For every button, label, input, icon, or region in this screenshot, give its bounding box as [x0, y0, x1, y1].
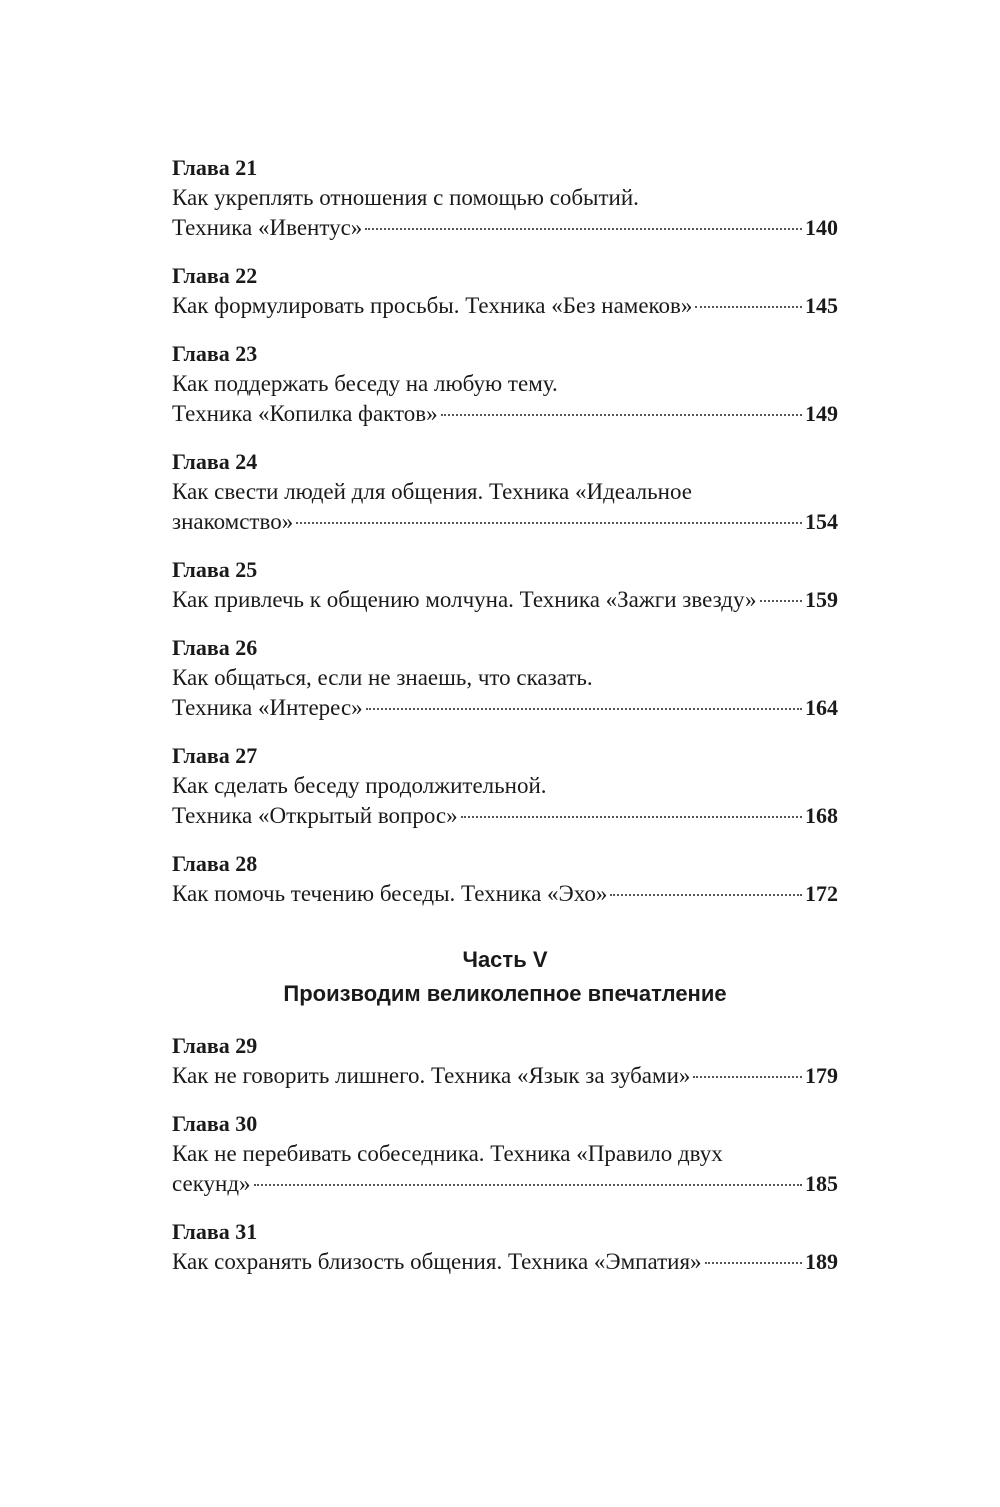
chapter-title-final-line: [172, 1169, 838, 1199]
chapter-label: Глава 27: [172, 743, 258, 768]
chapter-label: Глава 22: [172, 263, 258, 288]
chapter-title-text: Как формулировать просьбы. Техника «Без намеков»: [172, 293, 693, 318]
dot-leader: [705, 1262, 802, 1264]
chapter-list-part-5: [172, 1031, 838, 1277]
dot-leader: [693, 1076, 802, 1078]
chapter-label: Глава 21: [172, 155, 258, 180]
dot-leader: [296, 522, 802, 524]
chapter-label: Глава 28: [172, 851, 258, 876]
chapter-label: Глава 25: [172, 557, 258, 582]
dot-leader: [760, 600, 802, 602]
toc-entry[interactable]: [172, 447, 838, 537]
page-number: 168: [805, 803, 838, 828]
chapter-title-text: секунд»: [172, 1171, 251, 1196]
chapter-label: Глава 24: [172, 449, 258, 474]
chapter-title-text: Как помочь течению беседы. Техника «Эхо»: [172, 881, 608, 906]
dot-leader: [441, 414, 802, 416]
chapter-title-line: Как общаться, если не знаешь, что сказать.: [172, 665, 593, 690]
page-number: 140: [805, 215, 838, 240]
chapter-title-line: Как поддержать беседу на любую тему.: [172, 371, 558, 396]
chapter-title-line: Как укреплять отношения с помощью событий.: [172, 185, 639, 210]
chapter-title-text: Техника «Ивентус»: [172, 215, 363, 240]
toc-entry[interactable]: [172, 153, 838, 243]
toc-entry[interactable]: [172, 339, 838, 429]
part-number: Часть V: [462, 947, 548, 972]
dot-leader: [254, 1184, 802, 1186]
page-number: 149: [805, 401, 838, 426]
dot-leader: [695, 306, 802, 308]
table-of-contents: [172, 153, 838, 1295]
chapter-title-text: Как не говорить лишнего. Техника «Язык за зубами»: [172, 1063, 691, 1088]
chapter-label: Глава 29: [172, 1033, 258, 1058]
chapter-title-final-line: [172, 291, 838, 321]
dot-leader: [610, 894, 802, 896]
chapter-title-final-line: [172, 585, 838, 615]
toc-entry[interactable]: [172, 741, 838, 831]
chapter-title-text: Техника «Интерес»: [172, 695, 363, 720]
chapter-label: Глава 23: [172, 341, 258, 366]
chapter-label: Глава 30: [172, 1111, 258, 1136]
chapter-title-line: Как не перебивать собеседника. Техника «Правило двух: [172, 1141, 723, 1166]
chapter-title-final-line: [172, 1061, 838, 1091]
chapter-title-text: Техника «Открытый вопрос»: [172, 803, 458, 828]
chapter-title-text: Техника «Копилка фактов»: [172, 401, 438, 426]
page-number: 145: [805, 293, 838, 318]
dot-leader: [365, 228, 802, 230]
page-number: 179: [805, 1063, 838, 1088]
chapter-title-final-line: [172, 213, 838, 243]
chapter-title-text: Как сохранять близость общения. Техника «Эмпатия»: [172, 1249, 702, 1274]
chapter-title-final-line: [172, 507, 838, 537]
toc-entry[interactable]: [172, 1109, 838, 1199]
chapter-title-line: Как сделать беседу продолжительной.: [172, 773, 547, 798]
part-title: Производим великолепное впечатление: [283, 981, 727, 1006]
chapter-title-final-line: [172, 693, 838, 723]
chapter-title-text: знакомство»: [172, 509, 294, 534]
toc-entry[interactable]: [172, 1031, 838, 1091]
toc-entry[interactable]: [172, 261, 838, 321]
chapter-title-final-line: [172, 399, 838, 429]
chapter-title-final-line: [172, 801, 838, 831]
page-number: 159: [805, 587, 838, 612]
page-number: 189: [805, 1249, 838, 1274]
toc-entry[interactable]: [172, 555, 838, 615]
chapter-list-part-4: [172, 153, 838, 909]
toc-entry[interactable]: [172, 849, 838, 909]
page-number: 164: [805, 695, 838, 720]
dot-leader: [366, 708, 802, 710]
part-heading: [172, 943, 838, 1011]
chapter-label: Глава 26: [172, 635, 258, 660]
dot-leader: [461, 816, 802, 818]
chapter-title-text: Как привлечь к общению молчуна. Техника «Зажги звезду»: [172, 587, 757, 612]
toc-entry[interactable]: [172, 1217, 838, 1277]
toc-entry[interactable]: [172, 633, 838, 723]
chapter-title-final-line: [172, 1247, 838, 1277]
page-number: 154: [805, 509, 838, 534]
chapter-title-final-line: [172, 879, 838, 909]
page-number: 172: [805, 881, 838, 906]
chapter-label: Глава 31: [172, 1219, 258, 1244]
page-number: 185: [805, 1171, 838, 1196]
chapter-title-line: Как свести людей для общения. Техника «Идеальное: [172, 479, 692, 504]
